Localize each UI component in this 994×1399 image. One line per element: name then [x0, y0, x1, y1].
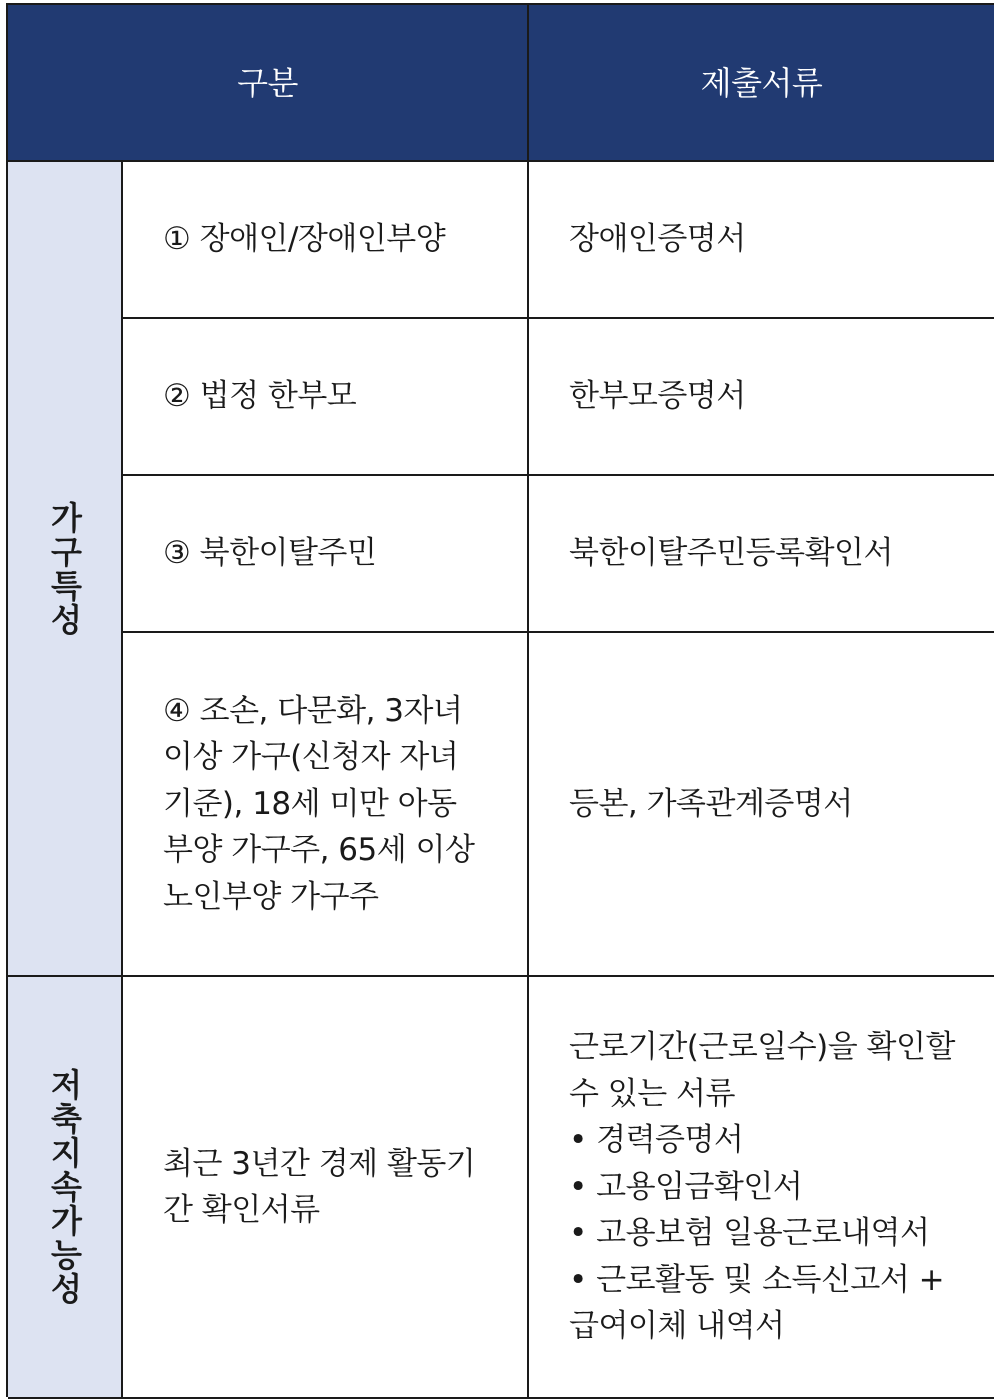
submission-documents-table [6, 3, 994, 1397]
header-category: 구분 [8, 5, 529, 162]
row-documents: 북한이탈주민등록확인서 [529, 476, 994, 633]
category-savings-sustainability [8, 977, 123, 1399]
row-item-text: ④ 조손, 다문화, 3자녀 이상 가구(신청자 자녀 기준), 18세 미만 아동부양 가구주, 65세 이상 노인부양 가구주 [163, 692, 475, 915]
list-item: • 근로활동 및 소득신고서 + 급여이체 내역서 [569, 1261, 945, 1345]
row-documents: 등본, 가족관계증명서 [529, 633, 994, 977]
list-item: • 고용보험 일용근로내역서 [569, 1215, 930, 1252]
row-documents [529, 977, 994, 1399]
list-item: • 고용임금확인서 [569, 1168, 803, 1205]
row-item: ③ 북한이탈주민 [123, 476, 529, 633]
header-documents: 제출서류 [529, 5, 994, 162]
row-documents: 한부모증명서 [529, 319, 994, 476]
row-documents: 장애인증명서 [529, 162, 994, 319]
list-item: • 경력증명서 [569, 1122, 744, 1159]
row-item: ① 장애인/장애인부양 [123, 162, 529, 319]
category-household [8, 162, 123, 977]
documents-intro: 근로기간(근로일수)을 확인할 수 있는 서류 [569, 1029, 955, 1112]
row-item: ② 법정 한부모 [123, 319, 529, 476]
category-savings-label: 저축지속가능성 [45, 1068, 84, 1306]
row-item [123, 977, 529, 1399]
documents-block [569, 1024, 969, 1350]
row-item-text: 최근 3년간 경제 활동기간 확인서류 [163, 1145, 476, 1228]
category-household-label: 가구특성 [45, 500, 84, 637]
documents-list [569, 1117, 969, 1350]
row-item [123, 633, 529, 977]
